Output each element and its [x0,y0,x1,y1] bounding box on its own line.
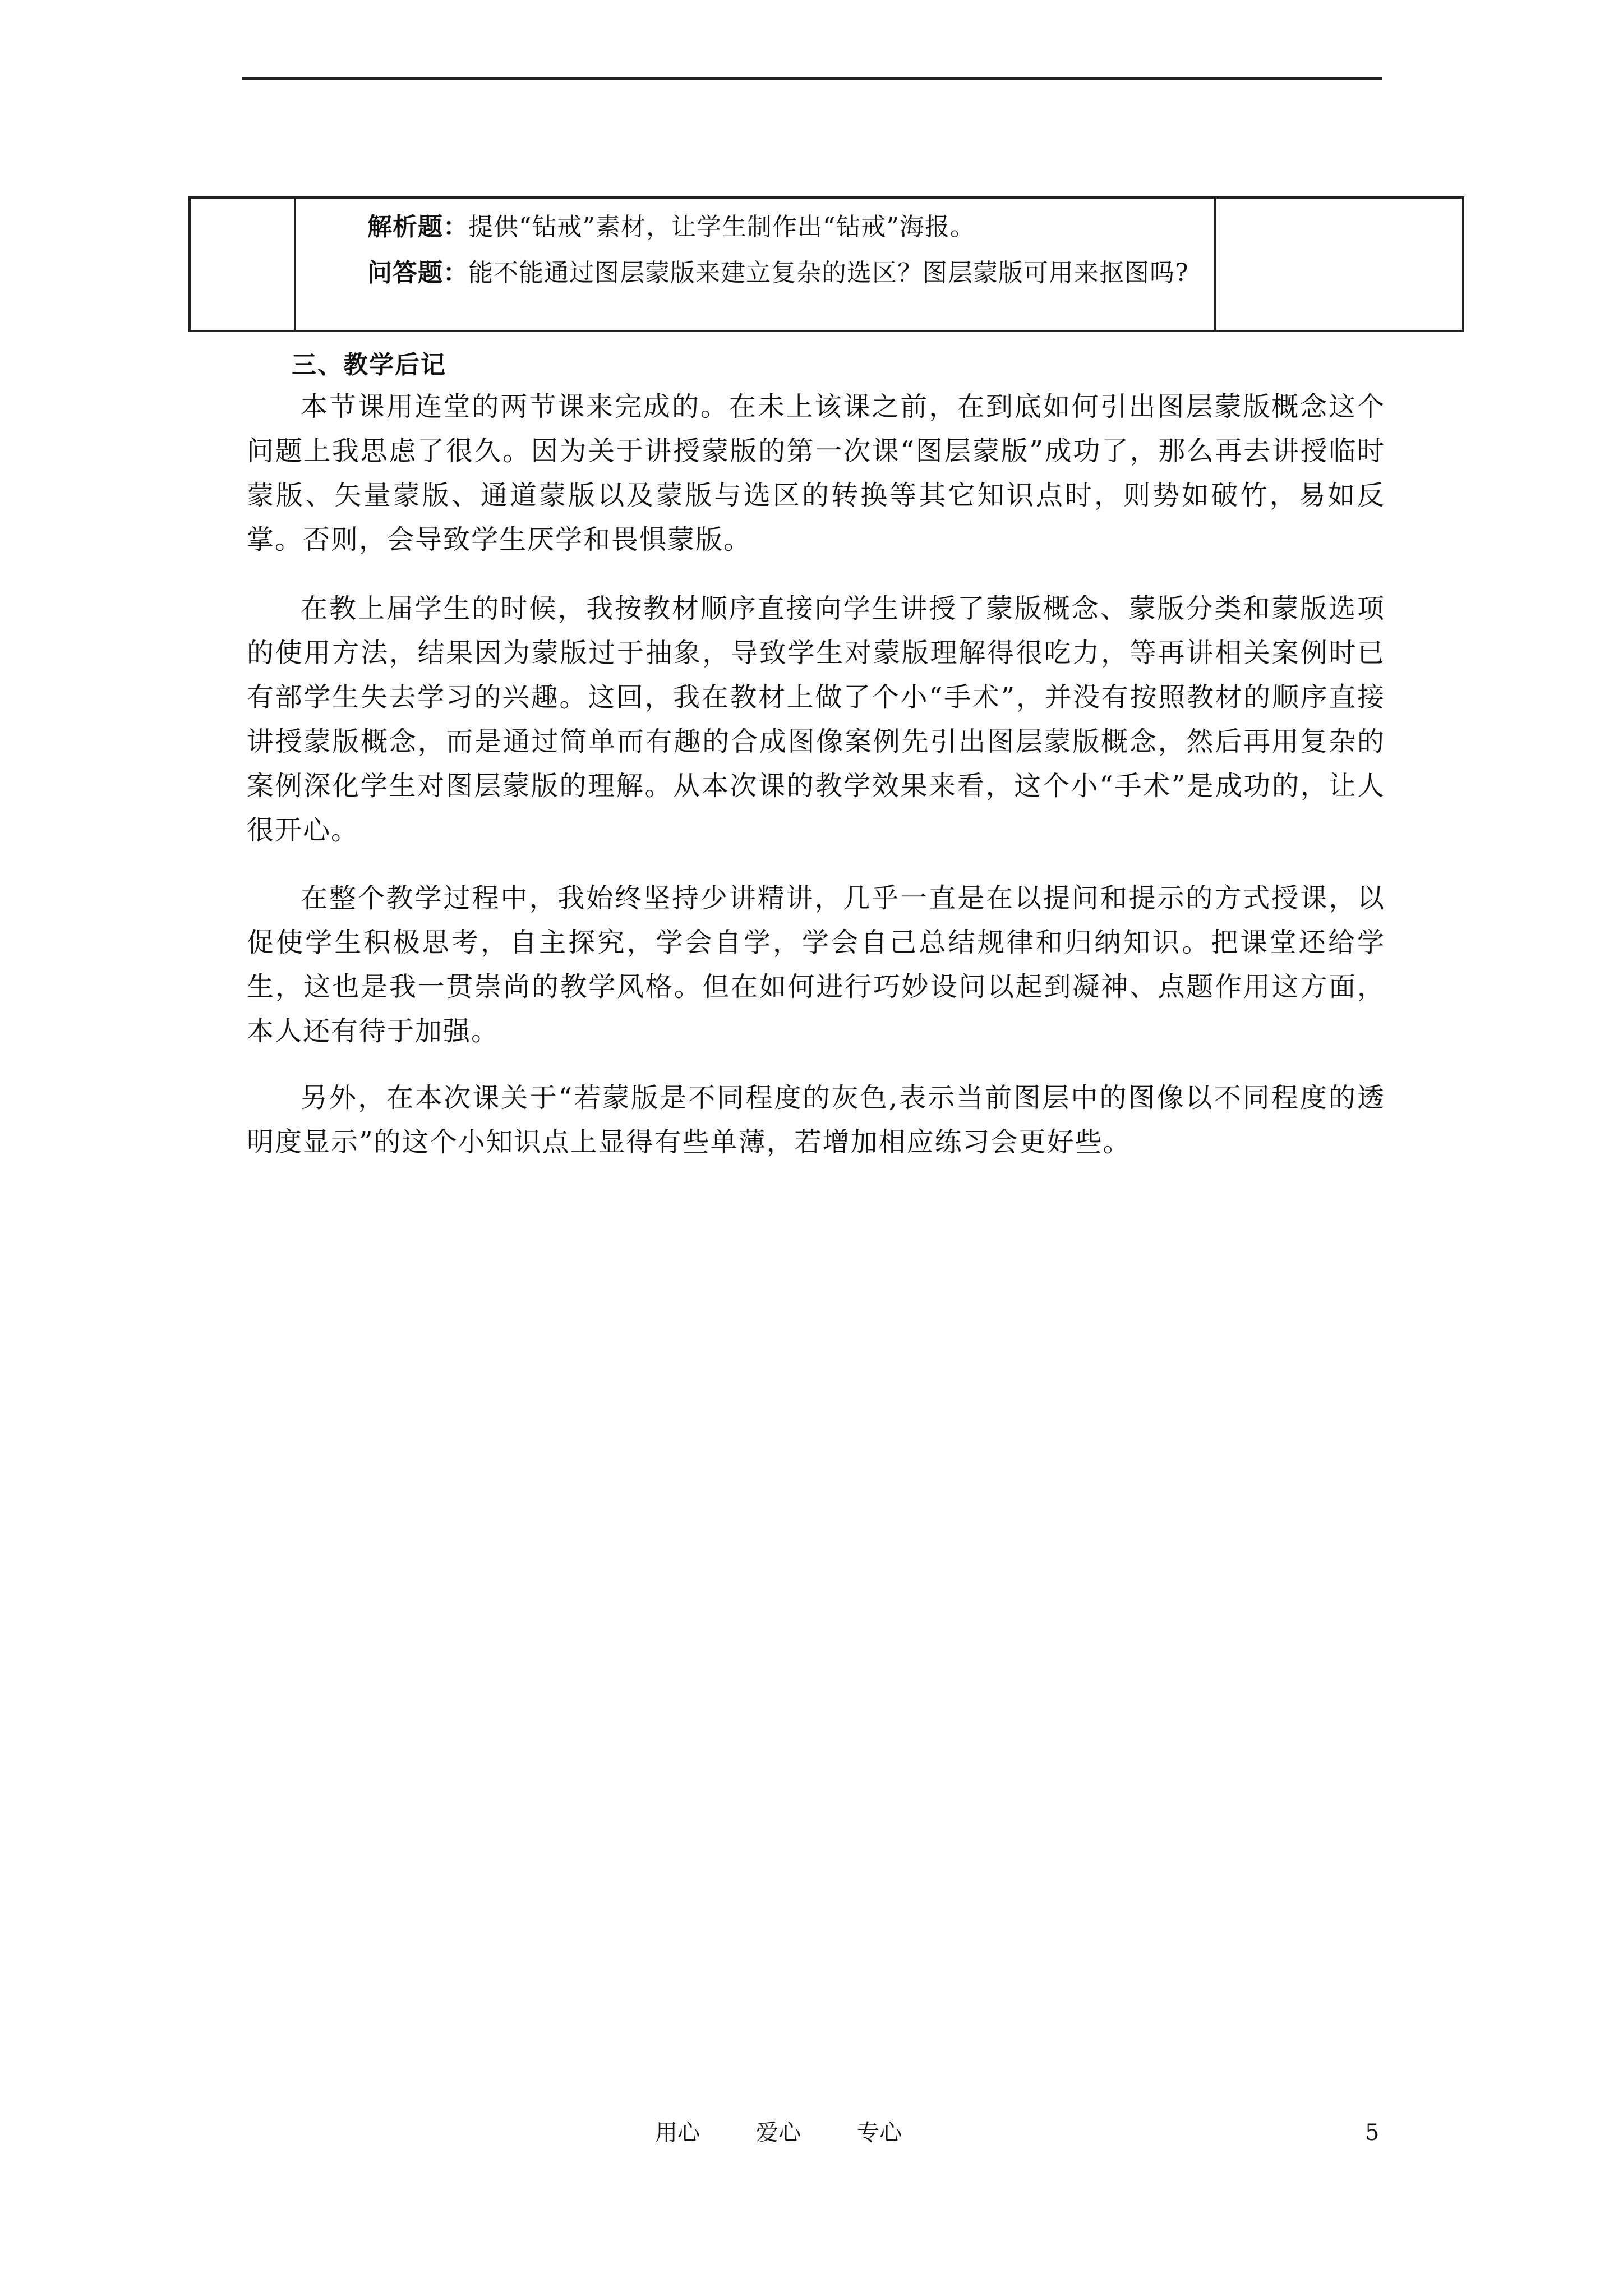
analysis-question-label: 解析题： [367,213,468,241]
analysis-question-text: 提供“钻戒”素材，让学生制作出“钻戒”海报。 [468,213,975,241]
qa-question-line [367,250,1214,296]
footer-motto-1: 用心 [655,2120,700,2146]
footer-motto-3: 专心 [857,2120,902,2146]
section-title: 三、教学后记 [292,351,446,379]
qa-question-text: 能不能通过图层蒙版来建立复杂的选区？图层蒙版可用来抠图吗? [468,259,1189,287]
paragraph-1: 本节课用连堂的两节课来完成的。在未上该课之前，在到底如何引出图层蒙版概念这个问题上我思虑了很久。因为关于讲授蒙版的第一次课“图层蒙版”成功了，那么再去讲授临时蒙版、矢量蒙版、通道蒙版以及蒙版与选区的转换等其它知识点时，则势如破竹，易如反掌。否则，会导致学生厌学和畏惧蒙版。 [247,391,1385,555]
page-footer [0,2116,1623,2150]
page-number: 5 [1365,2120,1380,2146]
footer-motto [655,2116,902,2150]
analysis-question-line [367,204,1214,250]
table-cell-right [1216,199,1462,330]
qa-question-label: 问答题： [367,259,468,287]
paragraph-4: 另外，在本次课关于“若蒙版是不同程度的灰色,表示当前图层中的图像以不同程度的透明度显示”的这个小知识点上显得有些单薄，若增加相应练习会更好些。 [247,1082,1385,1158]
footer-motto-2: 爱心 [756,2120,801,2146]
header-rule [242,77,1382,80]
paragraph-3: 在整个教学过程中，我始终坚持少讲精讲，几乎一直是在以提问和提示的方式授课，以促使学生积极思考，自主探究，学会自学，学会自己总结规律和归纳知识。把课堂还给学生，这也是我一贯崇尚的教学风格。但在如何进行巧妙设问以起到凝神、点题作用这方面，本人还有待于加强。 [247,882,1385,1047]
paragraph-2: 在教上届学生的时候，我按教材顺序直接向学生讲授了蒙版概念、蒙版分类和蒙版选项的使用方法，结果因为蒙版过于抽象，导致学生对蒙版理解得很吃力，等再讲相关案例时已有部学生失去学习的兴趣。这回，我在教材上做了个小“手术”，并没有按照教材的顺序直接讲授蒙版概念，而是通过简单而有趣的合成图像案例先引出图层蒙版概念，然后再用复杂的案例深化学生对图层蒙版的理解。从本次课的教学效果来看，这个小“手术”是成功的，让人很开心。 [247,593,1385,846]
exercise-table [188,196,1464,332]
table-cell-left [191,199,296,330]
table-cell-content [296,199,1216,330]
